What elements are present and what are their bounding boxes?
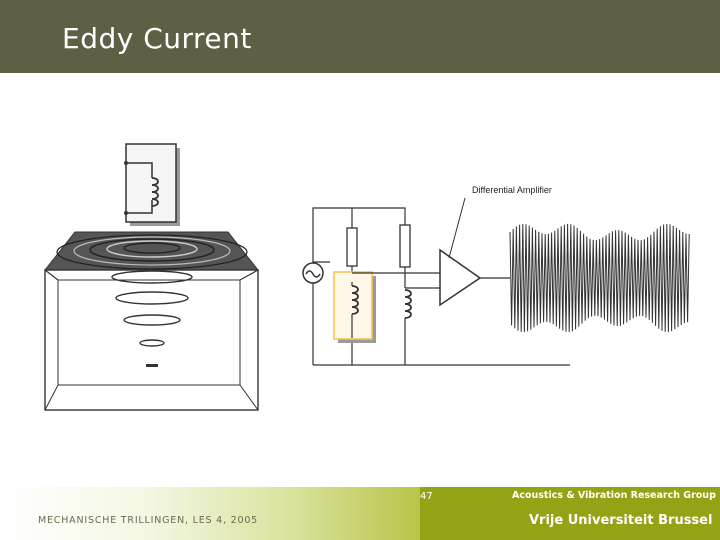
amplifier-label: Differential Amplifier — [472, 185, 552, 195]
footer-gradient — [0, 487, 420, 540]
slide-number: 47 — [420, 491, 433, 502]
research-group: Acoustics & Vibration Research Group — [512, 490, 716, 501]
probe-coil — [124, 144, 180, 226]
course-label: MECHANISCHE TRILLINGEN, LES 4, 2005 — [38, 515, 259, 526]
ac-source-icon — [303, 263, 323, 283]
waveform-trace — [510, 224, 689, 332]
output-waveform — [510, 224, 689, 332]
conductor-block — [45, 232, 258, 410]
slide-title: Eddy Current — [62, 22, 252, 55]
university-name: Vrije Universiteit Brussel — [529, 513, 713, 528]
amplifier-icon — [440, 198, 510, 305]
reference-coil — [405, 290, 411, 330]
highlighted-coil — [334, 272, 376, 343]
footer — [0, 487, 720, 540]
eddy-current-diagram — [0, 73, 720, 487]
title-bar — [0, 0, 720, 73]
